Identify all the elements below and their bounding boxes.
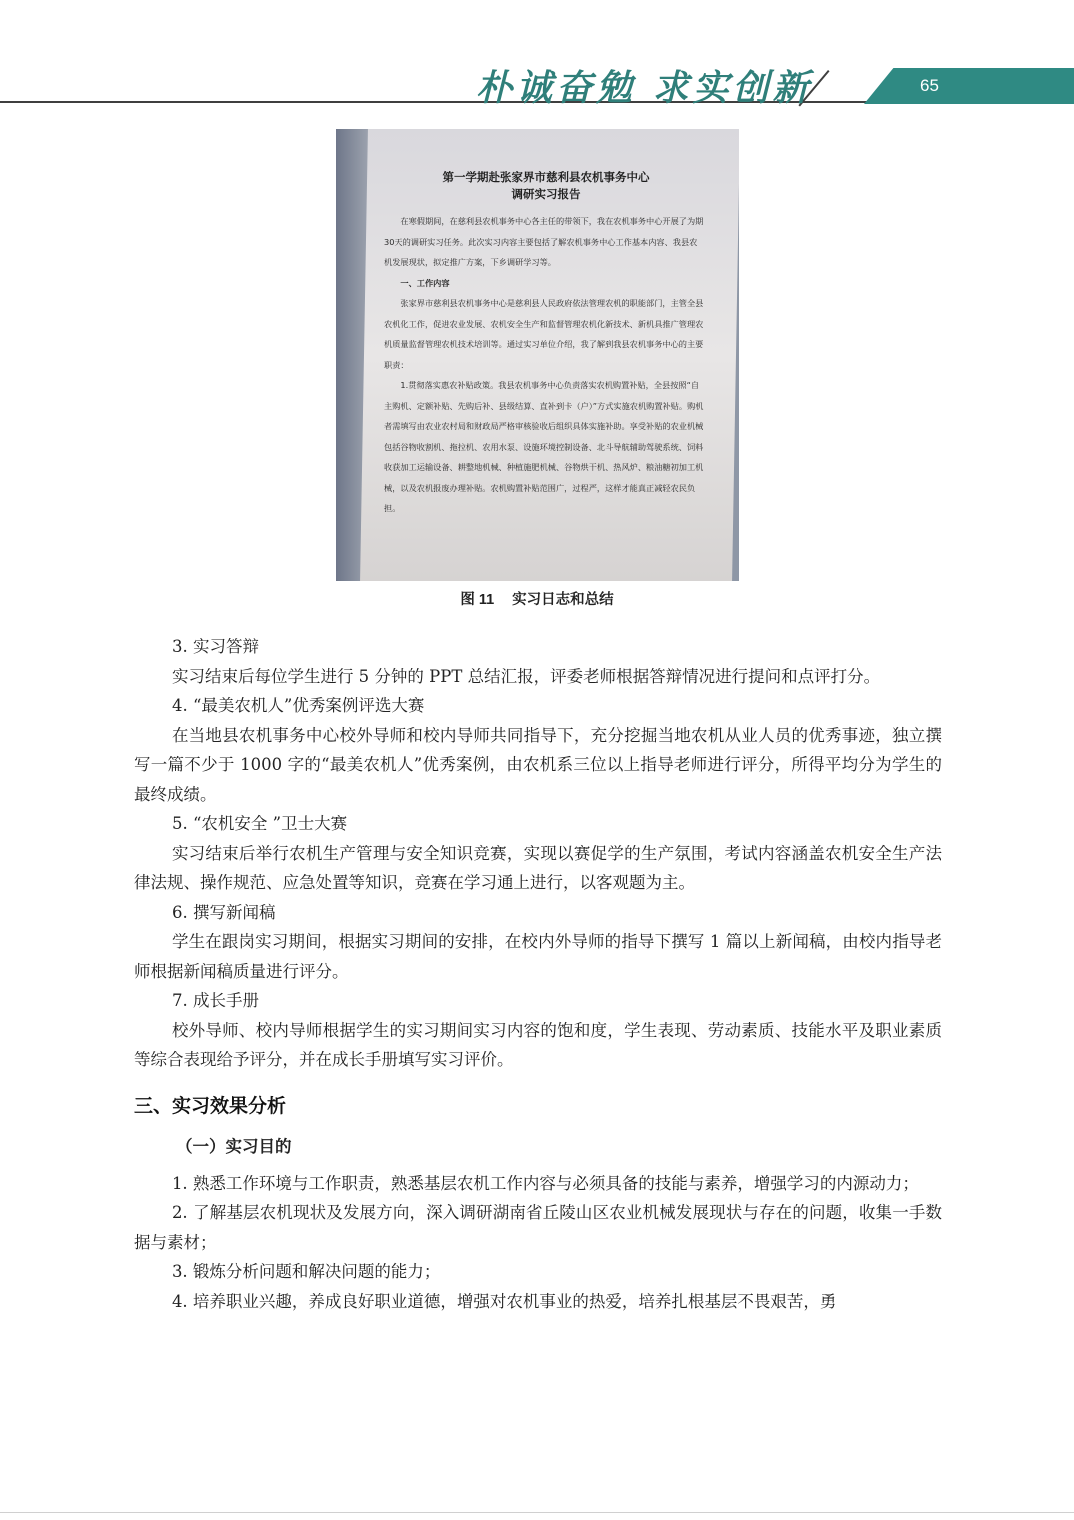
item-title: 7. 成长手册 bbox=[172, 991, 259, 1010]
item-text: 实习结束后举行农机生产管理与安全知识竞赛，实现以赛促学的生产氛围，考试内容涵盖农机安全生产法律法规、操作规范、应急处置等知识，竞赛在学习通上进行，以客观题为主。 bbox=[134, 843, 942, 892]
footer-rule bbox=[0, 1512, 1074, 1513]
photo-doc-title-line2: 调研实习报告 bbox=[511, 187, 581, 201]
item-text: 校外导师、校内导师根据学生的实习期间实习内容的饱和度，学生表现、劳动素质、技能水平及职业素质等综合表现给予评分，并在成长手册填写实习评价。 bbox=[134, 1020, 942, 1069]
item-title: 6. 撰写新闻稿 bbox=[172, 902, 276, 922]
report-photo bbox=[336, 129, 739, 581]
photo-doc-title bbox=[396, 169, 696, 203]
figure-number: 图 11 bbox=[460, 592, 495, 608]
item-text: 学生在跟岗实习期间，根据实习期间的安排，在校内外导师的指导下撰写 1 篇以上新闻稿，由校内指导老师根据新闻稿质量进行评分。 bbox=[134, 932, 942, 981]
goal-item: 4. 培养职业兴趣，养成良好职业道德，增强对农机事业的热爱，培养扎根基层不畏艰苦，勇 bbox=[171, 1291, 837, 1311]
section-heading: 三、实习效果分析 bbox=[134, 1095, 287, 1117]
item-title: 4. “最美农机人”优秀案例评选大赛 bbox=[172, 696, 425, 715]
goal-item: 3. 锻炼分析问题和解决问题的能力； bbox=[171, 1262, 441, 1281]
item-text: 在当地县农机事务中心校外导师和校内导师共同指导下，充分挖掘当地农机从业人员的优秀事迹，独立撰写一篇不少于 1000 字的“最美农机人”优秀案例，由农机系三位以上指导老师进行评分，所得平均分为学生的最终成绩。 bbox=[134, 725, 942, 804]
page-number: 65 bbox=[920, 76, 939, 95]
photo-doc-paragraph: 张家界市慈利县农机事务中心是慈利县人民政府依法管理农机的职能部门，主管全县农机化工作，促进农业发展、农机安全生产和监督管理农机化新技术、新机具推广管理农机质量监督管理农机技术培训等。通过实习单位介绍，我了解到我县农机事务中心的主要职责： bbox=[384, 298, 704, 370]
photo-doc-paragraph: 在寒假期间，在慈利县农机事务中心各主任的带领下，我在农机事务中心开展了为期30天的调研实习任务。此次实习内容主要包括了解农机事务中心工作基本内容、我县农机发展现状，拟定推广方案，下乡调研学习等。 bbox=[384, 216, 704, 267]
item-title: 5. “农机安全 ”卫士大赛 bbox=[172, 814, 348, 833]
figure-title: 实习日志和总结 bbox=[512, 592, 614, 608]
main-content bbox=[134, 632, 942, 1316]
subsection-heading: （一）实习目的 bbox=[176, 1137, 292, 1156]
header-motto: 朴诚奋勉 求实创新 bbox=[476, 67, 813, 109]
photo-doc-title-line1: 第一学期赴张家界市慈利县农机事务中心 bbox=[442, 170, 650, 184]
figure-caption bbox=[0, 588, 1074, 609]
photo-doc-paragraph: 1.贯彻落实惠农补贴政策。我县农机事务中心负责落实农机购置补贴，全县按照“自主购机、定额补贴、先购后补、县级结算、直补到卡（户）”方式实施农机购置补贴。购机者需填写由农业农村局和财政局严格审核验收后组织具体实施补助。享受补贴的农业机械包括谷物收割机、拖拉机、农用水泵、设施环境控制设备、北斗导航辅助驾驶系统、饲料收获加工运输设备、耕整地机械、种植施肥机械、谷物烘干机、热风炉、粮油糖初加工机械，以及农机报废办理补贴。农机购置补贴范围广，过程严，这样才能真正减轻农民负担。 bbox=[384, 380, 704, 513]
item-title: 3. 实习答辩 bbox=[172, 637, 259, 656]
goal-item: 1. 熟悉工作环境与工作职责，熟悉基层农机工作内容与必须具备的技能与素养，增强学习的内源动力； bbox=[171, 1173, 919, 1193]
item-text: 实习结束后每位学生进行 5 分钟的 PPT 总结汇报，评委老师根据答辩情况进行提问和点评打分。 bbox=[171, 666, 881, 686]
photo-doc-body bbox=[384, 211, 704, 519]
page-number-tab bbox=[864, 68, 1074, 104]
goal-item: 2. 了解基层农机现状及发展方向，深入调研湖南省丘陵山区农业机械发展现状与存在的问题，收集一手数据与素材； bbox=[134, 1203, 942, 1252]
photo-doc-heading: 一、工作内容 bbox=[400, 277, 450, 288]
